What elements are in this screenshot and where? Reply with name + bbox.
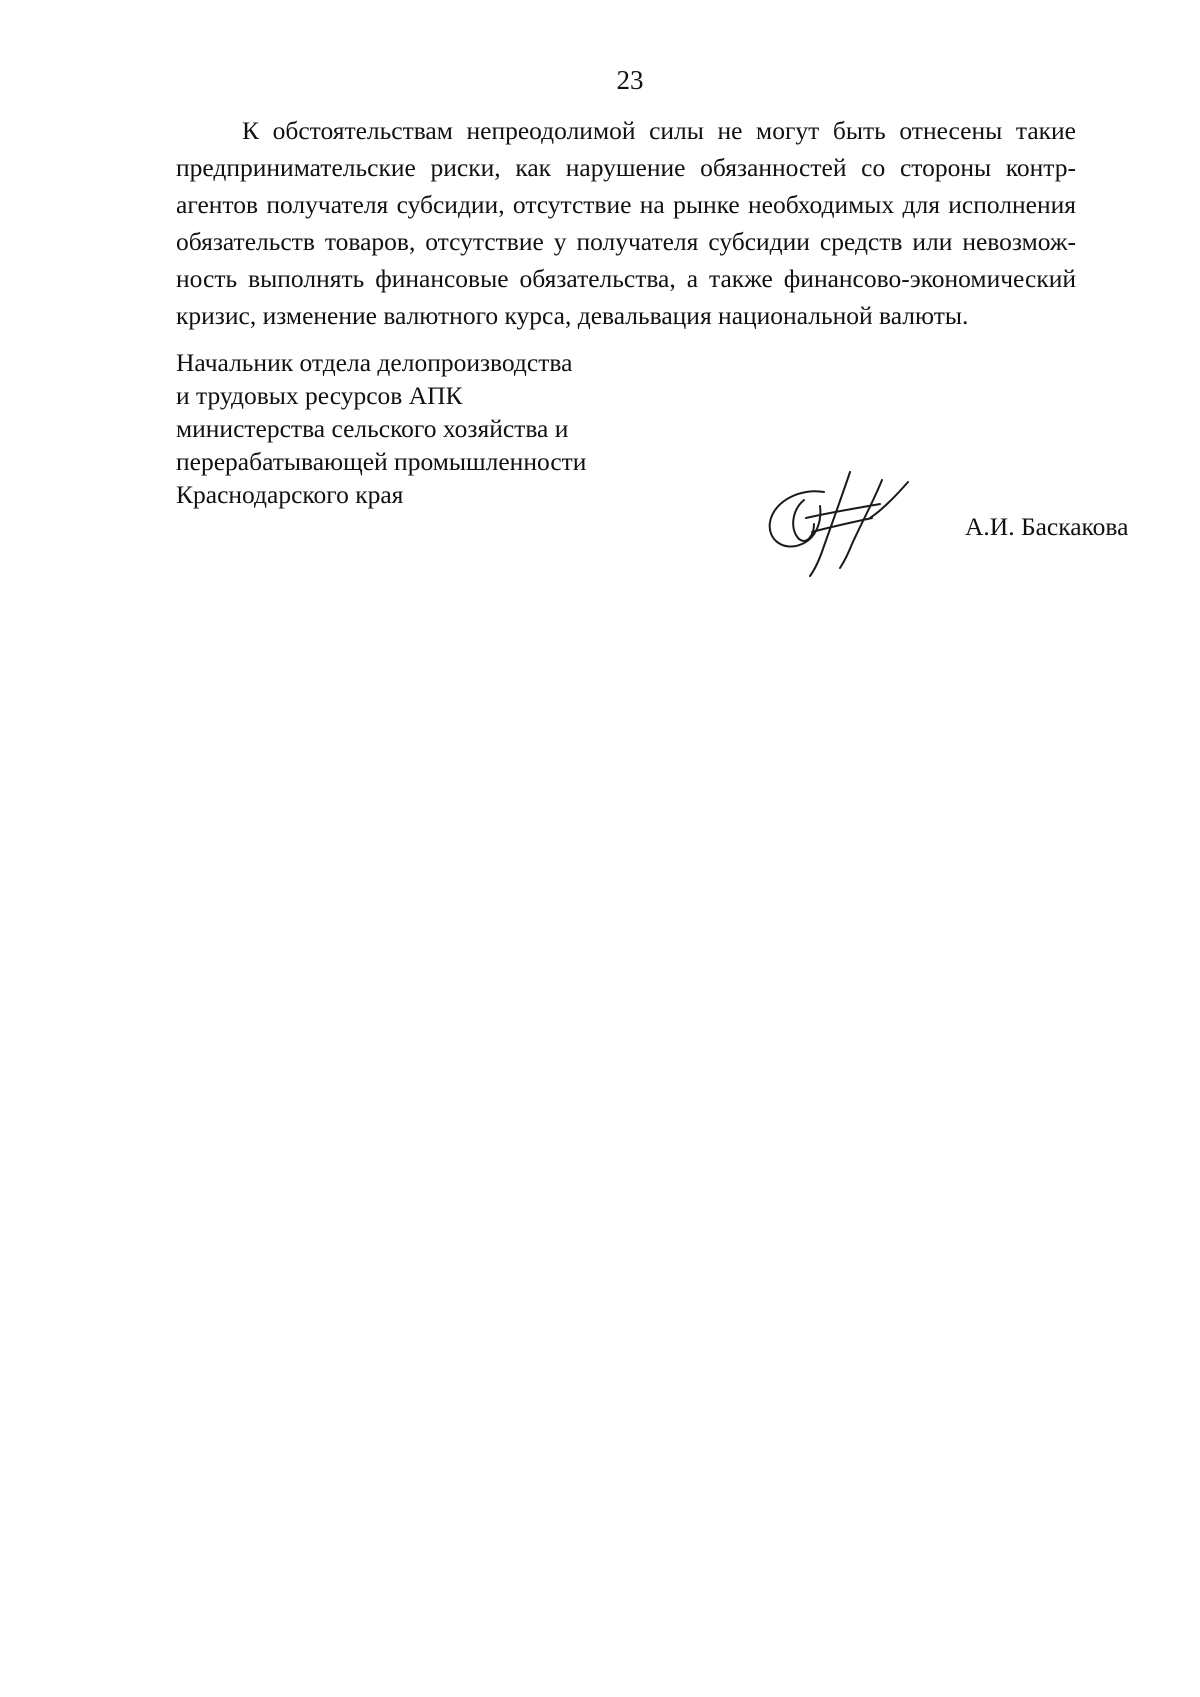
paragraph-line: ность выполнять финансовые обязательства, а также финансово-экономический [176,264,1076,293]
signatory-position-line: перерабатывающей промышленности [176,447,587,476]
signatory-position-line: министерства сельского хозяйства и [176,414,569,443]
paragraph-line: К обстоятельствам непреодолимой силы не могут быть отнесены такие [242,116,1076,145]
paragraph-line: кризис, изменение валютного курса, девальвация национальной валюты. [176,301,969,330]
signatory-position-line: и трудовых ресурсов АПК [176,381,463,410]
paragraph-line: агентов получателя субсидии, отсутствие на рынке необходимых для исполнения [176,190,1076,219]
signatory-position-line: Краснодарского края [176,480,404,509]
signer-name: А.И. Баскакова [965,512,1129,541]
signatory-position [176,346,586,511]
page-number: 23 [616,65,644,95]
signatory-position-line: Начальник отдела делопроизводства [176,348,573,377]
handwritten-signature-icon [762,470,922,580]
force-majeure-paragraph [176,112,1076,334]
paragraph-line: предпринимательские риски, как нарушение обязанностей со стороны контр- [176,153,1076,182]
paragraph-line: обязательств товаров, отсутствие у получателя субсидии средств или невозмож- [176,227,1076,256]
